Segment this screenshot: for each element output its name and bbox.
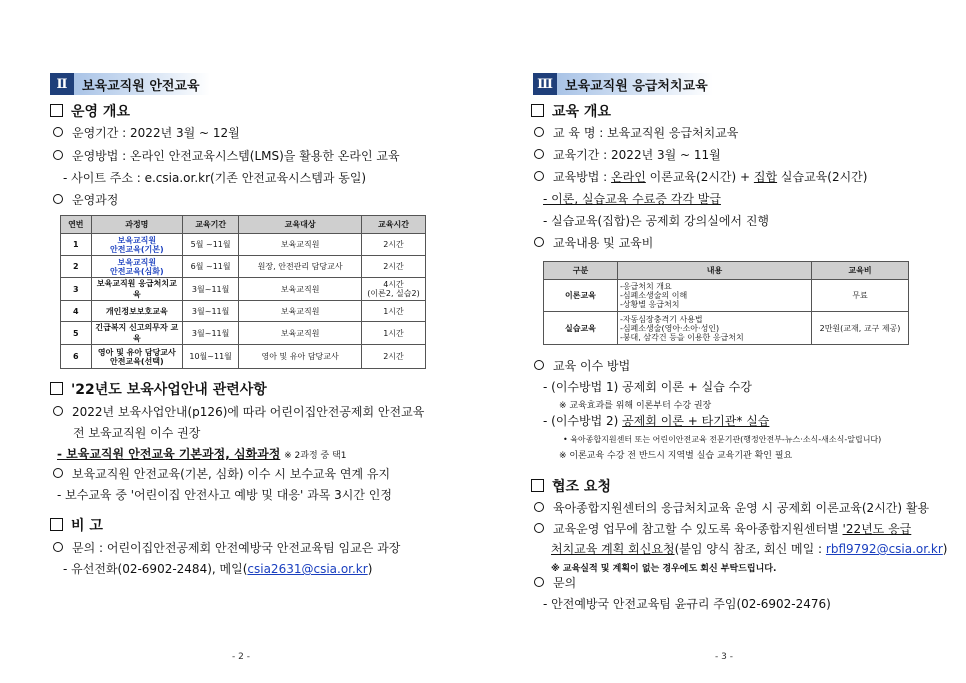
col-header: 연번: [61, 216, 92, 234]
table-row: 5 긴급복지 신고의무자 교육 3월~11월 보육교직원 1시간: [61, 322, 426, 345]
table-header-row: [61, 216, 426, 234]
section-number: Ⅱ: [50, 73, 74, 95]
heading-guidance: '22년도 보육사업안내 관련사항: [50, 382, 267, 398]
completion-note-3: ※ 이론교육 수강 전 반드시 지역별 실습 교육기관 확인 필요: [559, 451, 793, 461]
completion-note-2: • 육아종합지원센터 또는 어린이안전교육 전문기관(행정안전부-뉴스·소식-새소식-알립니다): [563, 435, 882, 444]
completion-note-1: ※ 교육효과를 위해 이론부터 수강 권장: [559, 401, 712, 411]
section-header: [50, 73, 210, 95]
circle-bullet-icon: [53, 127, 63, 137]
circle-bullet-icon: [534, 237, 544, 247]
inquiry-label: 문의: [534, 575, 576, 591]
circle-bullet-icon: [534, 149, 544, 159]
heading-remarks: 비 고: [50, 518, 103, 534]
completion-label: 교육 이수 방법: [534, 358, 630, 374]
content-fee-label: 교육내용 및 교육비: [534, 235, 653, 251]
inquiry-detail: - 안전예방국 안전교육팀 윤규리 주임(02-6902-2476): [543, 597, 831, 611]
circle-bullet-icon: [534, 127, 544, 137]
col-header: 교육기간: [183, 216, 239, 234]
section-title: 보육교직원 안전교육: [74, 73, 210, 95]
cooperation-item-2-cont: 처치교육 계획 회신요청(붙임 양식 참조, 회신 메일 : rbfl9792@csia.or.kr): [551, 542, 948, 556]
cooperation-item-2: 교육운영 업무에 참고할 수 있도록 육아종합지원센터별 '22년도 응급: [534, 521, 911, 537]
edu-detail-location: - 실습교육(집합)은 공제회 강의실에서 진행: [543, 214, 770, 228]
heading-edu-overview: 교육 개요: [531, 104, 611, 120]
email-link[interactable]: csia2631@csia.or.kr: [247, 562, 368, 576]
completion-method-2: - (이수방법 2) 공제회 이론 + 타기관* 실습: [543, 414, 770, 428]
circle-bullet-icon: [53, 150, 63, 160]
table-row: 4 개인정보보호교육 3월~11월 보육교직원 1시간: [61, 301, 426, 322]
table-row: 2 보육교직원 안전교육(심화) 6월 ~11월 원장, 안전관리 담당교사 2시간: [61, 256, 426, 278]
table-row: 6 영아 및 유아 담당교사 안전교육(선택) 10월~11월 영아 및 유아 담당교사 2시간: [61, 345, 426, 369]
operation-period: 운영기간 : 2022년 3월 ~ 12월: [53, 125, 240, 141]
edu-method: 교육방법 : 온라인 이론교육(2시간) + 집합 실습교육(2시간): [534, 169, 867, 185]
square-bullet-icon: [531, 479, 544, 492]
circle-bullet-icon: [53, 194, 63, 204]
site-address: - 사이트 주소 : e.csia.or.kr(기존 안전교육시스템과 동일): [63, 171, 367, 185]
circle-bullet-icon: [53, 468, 63, 478]
table-row: 3 보육교직원 응급처치교육 3월~11월 보육교직원 4시간 (이론2, 실습2): [61, 278, 426, 301]
guidance-bullet-2: 보육교직원 안전교육(기본, 심화) 이수 시 보수교육 연계 유지: [53, 466, 390, 482]
circle-bullet-icon: [534, 502, 544, 512]
square-bullet-icon: [50, 382, 63, 395]
page-number: - 2 -: [232, 652, 250, 662]
guidance-bullet-1: 2022년 보육사업안내(p126)에 따라 어린이집안전공제회 안전교육: [53, 404, 424, 420]
cooperation-note: ※ 교육실적 및 계획이 없는 경우에도 회신 부탁드립니다.: [551, 564, 777, 574]
col-header: 교육시간: [362, 216, 426, 234]
course-label: 운영과정: [53, 192, 118, 208]
col-header: 구분: [544, 262, 618, 280]
col-header: 교육대상: [239, 216, 362, 234]
col-header: 내용: [617, 262, 811, 280]
section-number: Ⅲ: [533, 73, 557, 95]
heading-overview: 운영 개요: [50, 104, 130, 120]
square-bullet-icon: [50, 518, 63, 531]
completion-method-1: - (이수방법 1) 공제회 이론 + 실습 수강: [543, 380, 752, 394]
table-row: 1 보육교직원 안전교육(기본) 5월 ~11월 보육교직원 2시간: [61, 234, 426, 256]
heading-cooperation: 협조 요청: [531, 479, 611, 495]
table-header-row: [544, 262, 909, 280]
circle-bullet-icon: [534, 360, 544, 370]
right-page: [483, 0, 966, 683]
section-header: [533, 73, 713, 95]
col-header: 교육비: [812, 262, 909, 280]
edu-period: 교육기간 : 2022년 3월 ~ 11월: [534, 147, 721, 163]
table-row: 실습교육 -자동심장충격기 사용법 -심폐소생술(영아·소아·성인) -붕대, 삼각건 등을 이용한 응급처치 2만원(교재, 교구 제공): [544, 312, 909, 345]
contact-phone-email: - 유선전화(02-6902-2484), 메일(csia2631@csia.or.kr): [63, 562, 373, 576]
table-row: 이론교육 -응급처치 개요 -심폐소생술의 이해 -상황별 응급처치 무료: [544, 280, 909, 312]
contact-info: 문의 : 어린이집안전공제회 안전예방국 안전교육팀 임교은 과장: [53, 540, 400, 556]
col-header: 과정명: [91, 216, 182, 234]
section-title: 보육교직원 응급처치교육: [557, 73, 713, 95]
circle-bullet-icon: [534, 577, 544, 587]
guidance-detail-1: - 보육교직원 안전교육 기본과정, 심화과정 ※ 2과정 중 택1: [57, 447, 347, 461]
square-bullet-icon: [531, 104, 544, 117]
guidance-detail-2: - 보수교육 중 '어린이집 안전사고 예방 및 대응' 과목 3시간 인정: [57, 488, 392, 502]
guidance-bullet-1-cont: 전 보육교직원 이수 권장: [73, 426, 201, 440]
edu-name: 교 육 명 : 보육교직원 응급처치교육: [534, 125, 738, 141]
circle-bullet-icon: [53, 542, 63, 552]
page-number: - 3 -: [715, 652, 733, 662]
email-link[interactable]: rbfl9792@csia.or.kr: [825, 542, 943, 556]
circle-bullet-icon: [534, 171, 544, 181]
cooperation-item-1: 육아종합지원센터의 응급처치교육 운영 시 공제회 이론교육(2시간) 활용: [534, 500, 929, 516]
content-fee-table: [543, 261, 909, 345]
edu-detail-certificate: - 이론, 실습교육 수료증 각각 발급: [543, 192, 721, 206]
course-table: [60, 215, 426, 369]
circle-bullet-icon: [53, 406, 63, 416]
circle-bullet-icon: [534, 523, 544, 533]
square-bullet-icon: [50, 104, 63, 117]
operation-method: 운영방법 : 온라인 안전교육시스템(LMS)을 활용한 온라인 교육: [53, 148, 400, 164]
